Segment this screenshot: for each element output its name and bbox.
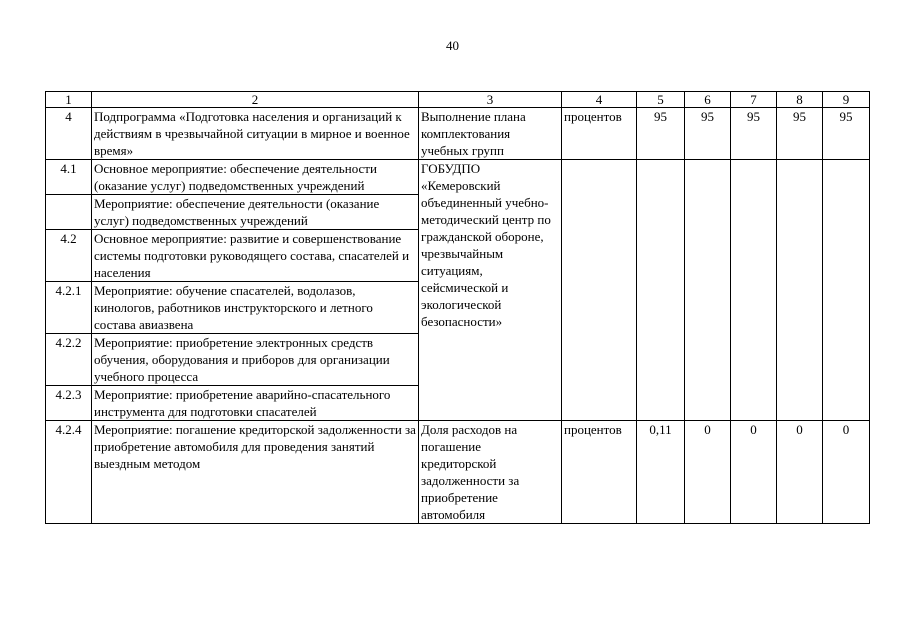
- row-number: 4.2.2: [46, 334, 92, 386]
- table-row: [46, 421, 870, 524]
- header-cell: 4: [562, 92, 637, 108]
- header-cell: 7: [731, 92, 777, 108]
- header-row: [46, 92, 870, 108]
- header-cell: 3: [419, 92, 562, 108]
- value-col-9: 95: [823, 108, 870, 160]
- row-number: 4.2.3: [46, 386, 92, 421]
- row-unit: процентов: [562, 421, 637, 524]
- table-row: [46, 108, 870, 160]
- value-col-5: 95: [637, 108, 685, 160]
- empty-unit-cell: [562, 160, 637, 421]
- row-number: [46, 195, 92, 230]
- row-name: Основное мероприятие: развитие и совершенствование системы подготовки руководящего состава, спасателей и населения: [92, 230, 419, 282]
- row-unit: процентов: [562, 108, 637, 160]
- header-cell: 5: [637, 92, 685, 108]
- value-col-6: 95: [685, 108, 731, 160]
- row-name: Мероприятие: приобретение аварийно-спасательного инструмента для подготовки спасателей: [92, 386, 419, 421]
- empty-value-cell: [731, 160, 777, 421]
- empty-value-cell: [777, 160, 823, 421]
- empty-value-cell: [685, 160, 731, 421]
- program-table: [45, 91, 870, 524]
- table-row: [46, 160, 870, 195]
- value-col-8: 0: [777, 421, 823, 524]
- row-number: 4.2: [46, 230, 92, 282]
- value-col-9: 0: [823, 421, 870, 524]
- row-number: 4.2.4: [46, 421, 92, 524]
- row-number: 4: [46, 108, 92, 160]
- value-col-6: 0: [685, 421, 731, 524]
- row-name: Мероприятие: приобретение электронных средств обучения, оборудования и приборов для организации учебного процесса: [92, 334, 419, 386]
- value-col-7: 0: [731, 421, 777, 524]
- row-name: Основное мероприятие: обеспечение деятельности (оказание услуг) подведомственных учреждений: [92, 160, 419, 195]
- empty-value-cell: [637, 160, 685, 421]
- header-cell: 1: [46, 92, 92, 108]
- header-cell: 9: [823, 92, 870, 108]
- header-cell: 2: [92, 92, 419, 108]
- empty-value-cell: [823, 160, 870, 421]
- value-col-7: 95: [731, 108, 777, 160]
- row-name: Мероприятие: погашение кредиторской задолженности за приобретение автомобиля для проведения занятий выездным методом: [92, 421, 419, 524]
- row-number: 4.2.1: [46, 282, 92, 334]
- page-number: 40: [446, 38, 459, 53]
- value-col-5: 0,11: [637, 421, 685, 524]
- row-name: Мероприятие: обеспечение деятельности (оказание услуг) подведомственных учреждений: [92, 195, 419, 230]
- row-name: Мероприятие: обучение спасателей, водолазов, кинологов, работников инструкторского и летного состава авиазвена: [92, 282, 419, 334]
- row-indicator: Выполнение плана комплектования учебных групп: [419, 108, 562, 160]
- executor-cell: ГОБУДПО «Кемеровский объединенный учебно-методический центр по гражданской обороне, чрезвычайным ситуациям, сейсмической и экологической безопасности»: [419, 160, 562, 421]
- value-col-8: 95: [777, 108, 823, 160]
- row-number: 4.1: [46, 160, 92, 195]
- row-name: Подпрограмма «Подготовка населения и организаций к действиям в чрезвычайной ситуации в мирное и военное время»: [92, 108, 419, 160]
- header-cell: 8: [777, 92, 823, 108]
- header-cell: 6: [685, 92, 731, 108]
- row-indicator: Доля расходов на погашение кредиторской задолженности за приобретение автомобиля: [419, 421, 562, 524]
